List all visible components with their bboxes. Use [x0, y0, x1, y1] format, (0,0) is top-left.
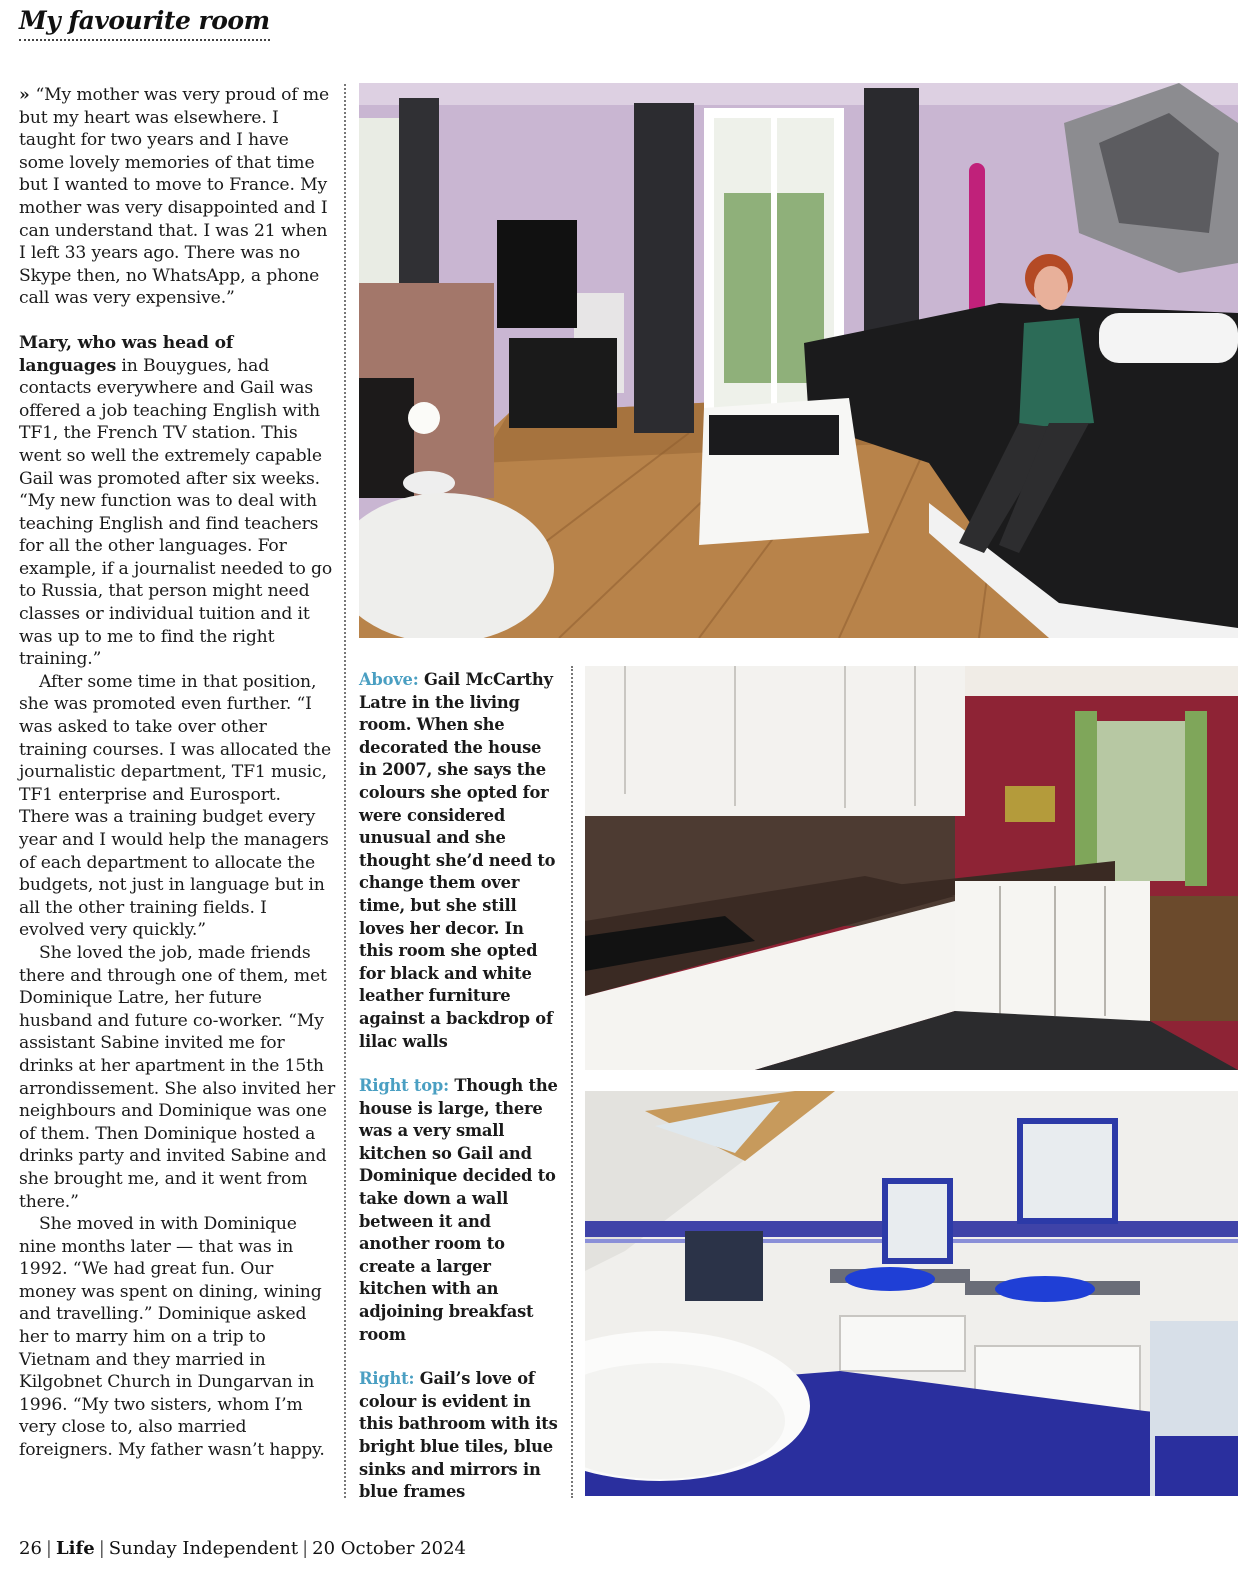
- page-number: 26: [19, 1538, 42, 1559]
- article-body: [19, 84, 335, 1462]
- separator: |: [98, 1538, 105, 1559]
- paragraph-lead: Mary, who was head of languages: [19, 332, 234, 376]
- separator: |: [45, 1538, 52, 1559]
- publication-date: 20 October 2024: [312, 1538, 466, 1559]
- column-divider: [571, 666, 573, 1498]
- article-paragraph: » “My mother was very proud of me but my heart was elsewhere. I taught for two years and I have some lovely memories of that time but I wanted to move to France. My mother was very disappointed and I can understand that. I was 21 when I left 33 years ago. There was no Skype then, no WhatsApp, a phone call was very expensive.”: [19, 85, 330, 309]
- section-title: My favourite room: [19, 6, 270, 41]
- article-paragraph: She moved in with Dominique nine months later — that was in 1992. “We had great fun. Our money was spent on dining, wining and travelling.” Dominique asked her to marry him on a trip to Vietnam and they married in Kilgobnet Church in Dungarvan in 1996. “My two sisters, whom I’m very close to, also married foreigners. My father wasn’t happy.: [19, 1214, 325, 1461]
- bathroom-photo: [585, 1091, 1238, 1496]
- column-divider: [344, 84, 346, 1498]
- caption-right-top: Right top: Though the house is large, there was a very small kitchen so Gail and Dominique decided to take down a wall between it and another room to create a larger kitchen with an adjoining breakfast room: [359, 1076, 558, 1344]
- article-paragraph: After some time in that position, she was promoted even further. “I was asked to take over other training courses. I was allocated the journalistic department, TF1 music, TF1 enterprise and Eurosport. There was a training budget every year and I would help the managers of each department to allocate the budgets, not just in language but in all the other training fields. I evolved very quickly.”: [19, 671, 332, 941]
- article-paragraph: Mary, who was head of languages in Bouygues, had contacts everywhere and Gail was offered a job teaching English with TF1, the French TV station. This went so well the extremely capable Gail was promoted after six weeks. “My new function was to deal with teaching English and find teachers for all the other languages. For example, if a journalist needed to go to Russia, that person might need classes or individual tuition and it was up to me to find the right training.”: [19, 332, 333, 670]
- caption-above: Above: Gail McCarthy Latre in the living room. When she decorated the house in 2007, she says the colours she opted for were considered unusual and she thought she’d need to change them over time, but she still loves her decor. In this room she opted for black and white leather furniture against a backdrop of lilac walls: [359, 670, 556, 1051]
- caption-right: Right: Gail’s love of colour is evident in this bathroom with its bright blue tiles, blue sinks and mirrors in blue frames: [359, 1369, 558, 1502]
- continuation-chevron-icon: »: [19, 85, 36, 105]
- page-footer: [19, 1538, 466, 1559]
- section-brand: Life: [55, 1538, 95, 1559]
- living-room-photo: [359, 83, 1238, 638]
- separator: |: [302, 1538, 309, 1559]
- publication-name: Sunday Independent: [108, 1538, 299, 1559]
- photo-captions: [359, 669, 561, 1526]
- kitchen-photo: [585, 666, 1238, 1070]
- article-paragraph: She loved the job, made friends there and through one of them, met Dominique Latre, her future husband and future co-worker. “My assistant Sabine invited me for drinks at her apartment in the 15th arrondissement. She also invited her neighbours and Dominique was one of them. Then Dominique hosted a drinks party and invited Sabine and she brought me, and it went from there.”: [19, 942, 336, 1212]
